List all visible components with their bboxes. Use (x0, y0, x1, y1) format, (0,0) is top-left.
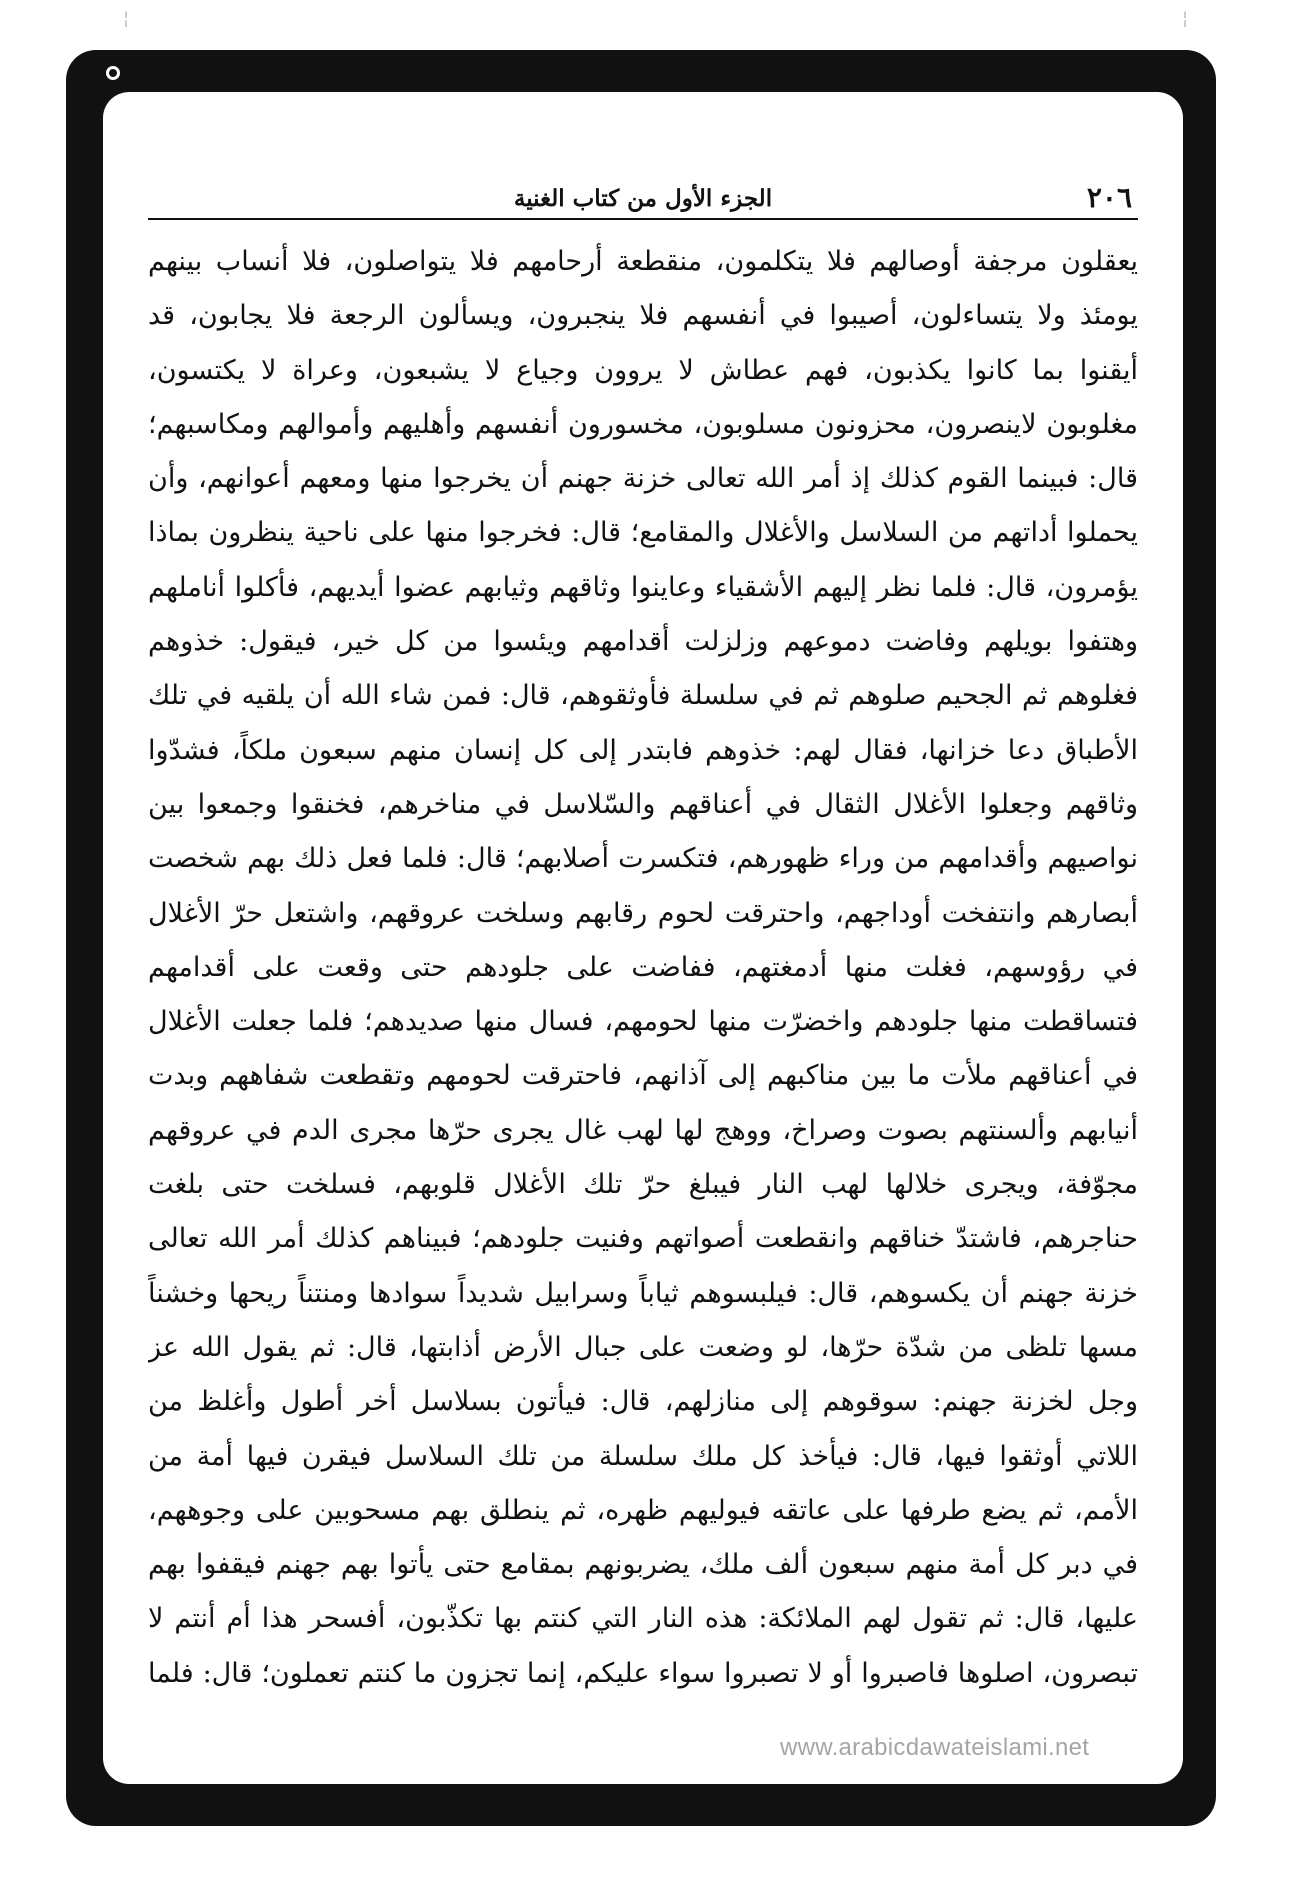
running-title: الجزء الأول من كتاب الغنية (513, 185, 773, 212)
frame-mark (106, 66, 120, 80)
page-number: ٢٠٦ (1086, 181, 1132, 214)
scan-mark-top: ¦ (123, 8, 130, 29)
body-text: يعقلون مرجفة أوصالهم فلا يتكلمون، منقطعة أرحامهم فلا يتواصلون، فلا أنساب بينهم يومئذ ولا يتساءلون، أصيبوا في أنفسهم فلا ينجبرون، ويسألون الرجعة فلا يجابون، قد أيقنوا بما كانوا يكذبون، فهم عطاش لا يروون وجياع لا يشبعون، وعراة لا يكتسون، مغلوبون لاينصرون، محزونون مسلوبون، مخسورون أنفسهم وأهليهم وأموالهم ومكاسبهم؛ قال: فبينما القوم كذلك إذ أمر الله تعالى خزنة جهنم أن يخرجوا منها ومعهم أعوانهم، وأن يحملوا أداتهم من السلاسل والأغلال والمقامع؛ قال: فخرجوا منها على ناحية ينظرون بماذا يؤمرون، قال: فلما نظر إليهم الأشقياء وعاينوا وثاقهم وثيابهم عضوا أيديهم، فأكلوا أناملهم وهتفوا بويلهم وفاضت دموعهم وزلزلت أقدامهم ويئسوا من كل خير، فيقول: خذوهم فغلوهم ثم الجحيم صلوهم ثم في سلسلة فأوثقوهم، قال: فمن شاء الله أن يلقيه في تلك الأطباق دعا خزانها، فقال لهم: خذوهم فابتدر إلى كل إنسان منهم سبعون ملكاً، فشدّوا وثاقهم وجعلوا الأغلال الثقال في أعناقهم والسّلاسل في مناخرهم، فخنقوا وجمعوا بين نواصيهم وأقدامهم من وراء ظهورهم، فتكسرت أصلابهم؛ قال: فلما فعل ذلك بهم شخصت أبصارهم وانتفخت أوداجهم، واحترقت لحوم رقابهم وسلخت عروقهم، واشتعل حرّ الأغلال في رؤوسهم، فغلت منها أدمغتهم، ففاضت على جلودهم حتى وقعت على أقدامهم فتساقطت منها جلودهم واخضرّت منها لحومهم، فسال منها صديدهم؛ فلما جعلت الأغلال في أعناقهم ملأت ما بين مناكبهم إلى آذانهم، فاحترقت لحومهم وتقطعت شفاههم وبدت أنيابهم وألسنتهم بصوت وصراخ، ووهج لها لهب غال يجرى حرّها مجرى الدم في عروقهم مجوّفة، ويجرى خلالها لهب النار فيبلغ حرّ تلك الأغلال قلوبهم، فسلخت حتى بلغت حناجرهم، فاشتدّ خناقهم وانقطعت أصواتهم وفنيت جلودهم؛ فبيناهم كذلك أمر الله تعالى خزنة جهنم أن يكسوهم، قال: فيلبسوهم ثياباً وسرابيل شديداً سوادها ومنتناً ريحها وخشناً مسها تلظى من شدّة حرّها، لو وضعت على جبال الأرض أذابتها، قال: ثم يقول الله عز وجل لخزنة جهنم: سوقوهم إلى منازلهم، قال: فيأتون بسلاسل أخر أطول وأغلظ من اللاتي أوثقوا فيها، قال: فيأخذ كل ملك سلسلة من تلك السلاسل فيقرن فيها أمة من الأمم، ثم يضع طرفها على عاتقه فيوليهم ظهره، ثم ينطلق بهم مسحوبين على وجوههم، في دبر كل أمة منهم سبعون ألف ملك، يضربونهم بمقامع حتى يأتوا بهم جهنم فيقفوا بهم عليها، قال: ثم تقول لهم الملائكة: هذه النار التي كنتم بها تكذّبون، أفسحر هذا أم أنتم لا تبصرون، اصلوها فاصبروا أو لا تصبروا سواء عليكم، إنما تجزون ما كنتم تعملون؛ قال: فلما (148, 246, 1138, 1689)
scan-mark-top-right: ¦ (1182, 8, 1189, 29)
watermark: www.arabicdawateislami.net (780, 1734, 1090, 1761)
page-header (148, 180, 1138, 220)
